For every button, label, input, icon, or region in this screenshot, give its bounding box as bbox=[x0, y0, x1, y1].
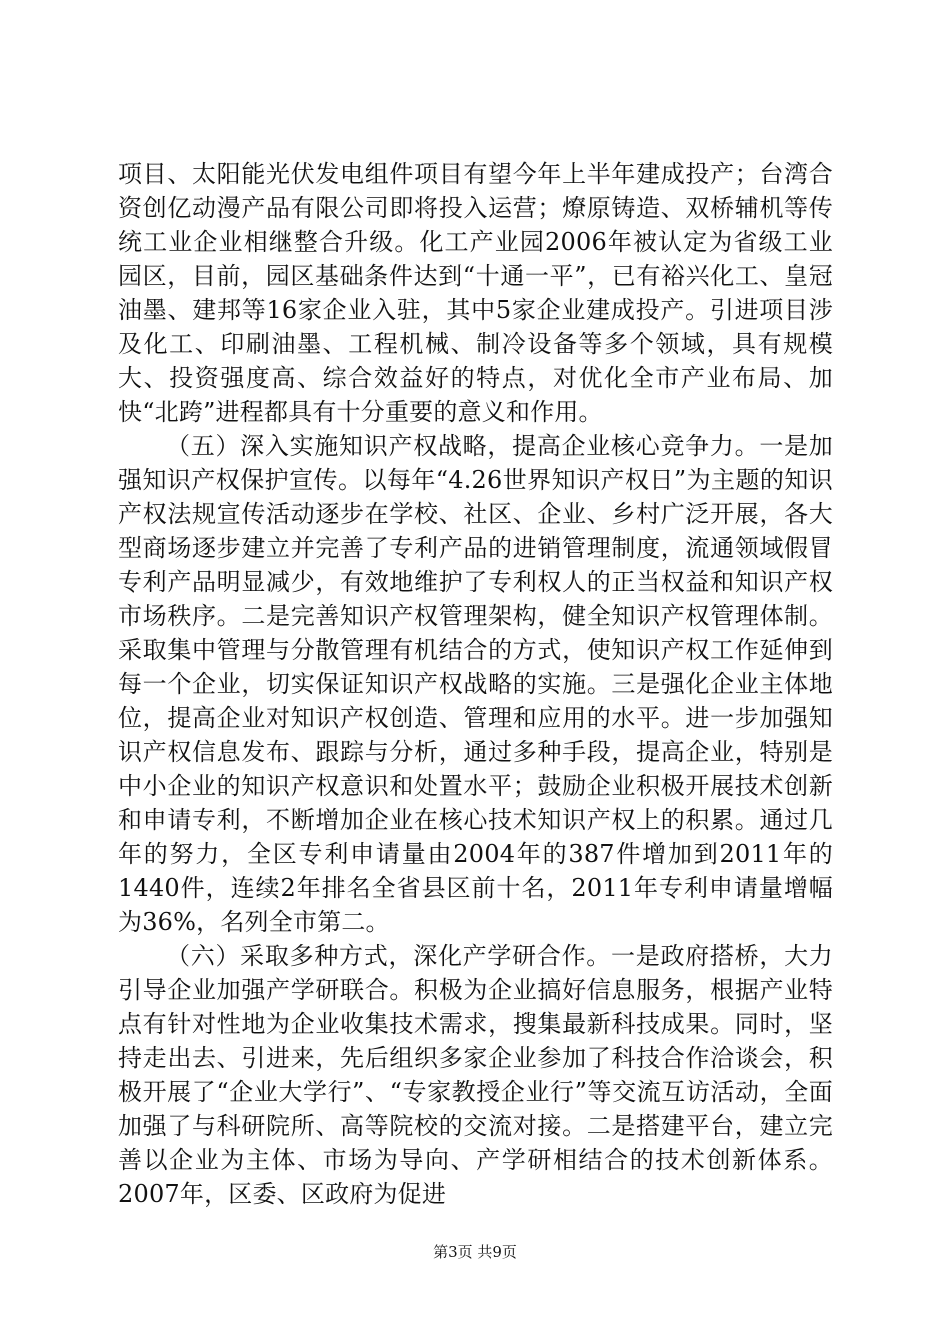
paragraph-section-six: （六）采取多种方式，深化产学研合作。一是政府搭桥，大力引导企业加强产学研联合。积极为企业搞好信息服务，根据产业特点有针对性地为企业收集技术需求，搜集最新科技成果。同时，坚持走出去、引进来，先后组织多家企业参加了科技合作洽谈会，积极开展了“企业大学行”、“专家教授企业行”等交流互访活动，全面加强了与科研院所、高等院校的交流对接。二是搭建平台，建立完善以企业为主体、市场为导向、产学研相结合的技术创新体系。2007年，区委、区政府为促进 bbox=[118, 942, 833, 1208]
paragraph-continuation: 项目、太阳能光伏发电组件项目有望今年上半年建成投产；台湾合资创亿动漫产品有限公司即将投入运营；燎原铸造、双桥辅机等传统工业企业相继整合升级。化工产业园2006年被认定为省级工业园区，目前，园区基础条件达到“十通一平”，已有裕兴化工、皇冠油墨、建邦等16家企业入驻，其中5家企业建成投产。引进项目涉及化工、印刷油墨、工程机械、制冷设备等多个领域，具有规模大、投资强度高、综合效益好的特点，对优化全市产业布局、加快“北跨”进程都具有十分重要的意义和作用。 bbox=[118, 160, 833, 426]
page-number-footer: 第3页 共9页 bbox=[433, 1243, 517, 1261]
document-body bbox=[118, 157, 833, 1211]
paragraph-section-five: （五）深入实施知识产权战略，提高企业核心竞争力。一是加强知识产权保护宣传。以每年“4.26世界知识产权日”为主题的知识产权法规宣传活动逐步在学校、社区、企业、乡村广泛开展，各大型商场逐步建立并完善了专利产品的进销管理制度，流通领域假冒专利产品明显减少，有效地维护了专利权人的正当权益和知识产权市场秩序。二是完善知识产权管理架构，健全知识产权管理体制。采取集中管理与分散管理有机结合的方式，使知识产权工作延伸到每一个企业，切实保证知识产权战略的实施。三是强化企业主体地位，提高企业对知识产权创造、管理和应用的水平。进一步加强知识产权信息发布、跟踪与分析，通过多种手段，提高企业，特别是中小企业的知识产权意识和处置水平；鼓励企业积极开展技术创新和申请专利，不断增加企业在核心技术知识产权上的积累。通过几年的努力，全区专利申请量由2004年的387件增加到2011年的1440件，连续2年排名全省县区前十名，2011年专利申请量增幅为36%，名列全市第二。 bbox=[118, 432, 833, 936]
